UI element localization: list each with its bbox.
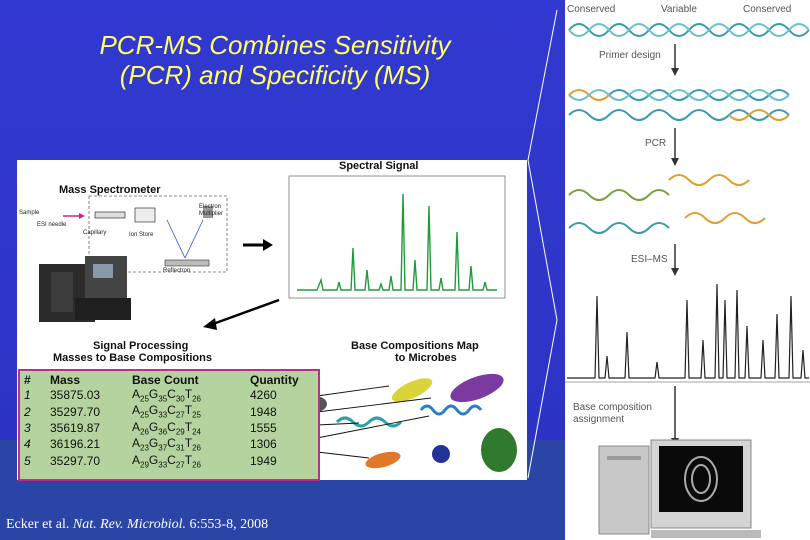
link-arrow-1 xyxy=(317,386,389,396)
row-base-count: $A_{25}G_{35}C_{30}T_{26}$ xyxy=(132,387,201,404)
citation-authors: Ecker et al. xyxy=(6,517,70,532)
table-row xyxy=(24,387,314,403)
flight-path-1 xyxy=(167,220,185,258)
capillary-label: Capillary xyxy=(83,230,107,236)
row-number: 4 xyxy=(24,437,31,452)
yellow-microbe xyxy=(389,373,436,406)
row-mass: 35875.03 xyxy=(50,388,101,403)
row-quantity: 1306 xyxy=(250,437,277,452)
slide-title xyxy=(20,30,530,90)
link-arrow-5 xyxy=(317,452,369,458)
row-base-count: $A_{23}G_{37}C_{31}T_{26}$ xyxy=(132,436,201,453)
row-number: 3 xyxy=(24,420,31,435)
citation-journal: Nat. Rev. Microbiol. xyxy=(72,517,187,532)
capillary-shape xyxy=(95,212,125,218)
count-c: 30 xyxy=(175,394,185,404)
row-base-count: $A_{26}G_{36}C_{29}T_{24}$ xyxy=(132,419,201,437)
count-g: 33 xyxy=(158,459,168,469)
pcr-product-3 xyxy=(569,223,669,233)
reflectron-label: Reflectron xyxy=(163,268,191,274)
workflow-column xyxy=(565,0,810,540)
sample-label: Sample xyxy=(19,210,40,216)
row-base-count: $A_{25}G_{33}C_{27}T_{25}$ xyxy=(132,403,201,420)
row-number: 2 xyxy=(24,404,31,419)
row-mass: 35297.70 xyxy=(50,453,101,468)
computer-tower-slot xyxy=(607,456,641,460)
purple-microbe xyxy=(447,368,507,408)
pcr-label: PCR xyxy=(645,138,667,149)
row-number: 1 xyxy=(24,388,31,403)
header-base-count: Base Count xyxy=(132,373,199,387)
arrow-to-processing-head xyxy=(203,318,217,330)
spectral-signal-heading: Spectral Signal xyxy=(339,160,419,172)
ms-spectrum-trace xyxy=(567,284,809,378)
count-c: 29 xyxy=(175,427,185,437)
pcr-product-2 xyxy=(669,175,749,185)
composition-table xyxy=(24,373,314,469)
ion-store-label: Ion Store xyxy=(129,232,154,238)
green-microbe xyxy=(481,428,517,472)
row-mass: 35619.87 xyxy=(50,420,101,435)
count-g: 36 xyxy=(158,427,168,437)
variable-label: Variable xyxy=(661,4,697,15)
count-a: 29 xyxy=(140,459,149,469)
flight-path-2 xyxy=(185,220,203,258)
count-a: 25 xyxy=(140,410,149,420)
base-map-line2: to Microbes xyxy=(395,352,457,364)
sample-arrowhead xyxy=(79,213,85,219)
dna-strand-3b xyxy=(729,110,789,120)
title-line-2: (PCR) and Specificity (MS) xyxy=(119,60,431,90)
link-arrow-3 xyxy=(317,423,359,425)
row-quantity: 1555 xyxy=(250,420,277,435)
assignment-label-line2: assignment xyxy=(573,414,625,425)
instrument-front xyxy=(51,272,73,312)
count-t: 25 xyxy=(192,410,201,420)
count-g: 35 xyxy=(158,394,168,404)
esi-ms-label: ESI–MS xyxy=(631,254,668,265)
row-quantity: 4260 xyxy=(250,388,277,403)
link-arrow-2 xyxy=(317,398,431,412)
arrow-to-spectrum-head xyxy=(263,239,273,251)
primer-design-label: Primer design xyxy=(599,50,661,61)
navy-microbe xyxy=(432,445,450,463)
count-t: 26 xyxy=(192,394,201,404)
row-mass: 35297.70 xyxy=(50,404,101,419)
reflectron-shape xyxy=(165,260,209,266)
pcr-arrowhead xyxy=(671,158,679,166)
arrow-to-processing xyxy=(213,300,279,324)
blue-spiral-microbe xyxy=(421,406,481,414)
table-row xyxy=(24,453,314,469)
header-number: # xyxy=(24,373,31,387)
pcr-product-1 xyxy=(569,190,669,200)
citation xyxy=(6,517,268,533)
table-header-row xyxy=(24,373,314,387)
count-c: 27 xyxy=(175,459,185,469)
row-number: 5 xyxy=(24,453,31,468)
count-c: 31 xyxy=(175,443,185,453)
mass-spectrometer-heading: Mass Spectrometer xyxy=(59,184,161,196)
workflow-graphics xyxy=(565,0,810,540)
conserved-right-label: Conserved xyxy=(743,4,792,15)
conserved-left-label: Conserved xyxy=(567,4,616,15)
instrument-base xyxy=(75,298,131,320)
table-row xyxy=(24,420,314,436)
count-g: 37 xyxy=(158,443,168,453)
row-quantity: 1949 xyxy=(250,453,277,468)
count-t: 24 xyxy=(192,427,201,437)
monitor-screen xyxy=(659,446,743,512)
assignment-label-line1: Base composition xyxy=(573,402,652,413)
keyboard xyxy=(651,530,761,538)
count-a: 25 xyxy=(140,394,149,404)
esi-needle-label: ESI needle xyxy=(37,222,67,228)
row-mass: 36196.21 xyxy=(50,437,101,452)
electron-multiplier-label: Electron Multiplier xyxy=(199,204,224,217)
teal-microbe xyxy=(337,418,401,426)
count-a: 26 xyxy=(140,427,149,437)
count-a: 23 xyxy=(140,443,149,453)
header-quantity: Quantity xyxy=(250,373,299,387)
citation-details: 6:553-8, 2008 xyxy=(189,517,269,532)
base-map-line1: Base Compositions Map xyxy=(351,340,479,352)
header-mass: Mass xyxy=(50,373,81,387)
title-line-1: PCR-MS Combines Sensitivity xyxy=(99,30,451,60)
table-row xyxy=(24,436,314,452)
row-quantity: 1948 xyxy=(250,404,277,419)
count-t: 26 xyxy=(192,459,201,469)
count-g: 33 xyxy=(158,410,168,420)
table-row xyxy=(24,403,314,419)
primer-design-arrowhead xyxy=(671,68,679,76)
count-c: 27 xyxy=(175,410,185,420)
esi-ms-arrowhead xyxy=(671,268,679,276)
pcr-product-4 xyxy=(685,213,765,223)
ion-store-shape xyxy=(135,208,155,222)
count-t: 26 xyxy=(192,443,201,453)
signal-processing-line2: Masses to Base Compositions xyxy=(53,352,212,364)
instrument-screen xyxy=(93,264,113,278)
signal-processing-line1: Signal Processing xyxy=(93,340,189,352)
base-composition-table xyxy=(18,369,320,481)
orange-microbe xyxy=(364,449,402,472)
row-base-count: $A_{29}G_{33}C_{27}T_{26}$ xyxy=(132,452,201,469)
